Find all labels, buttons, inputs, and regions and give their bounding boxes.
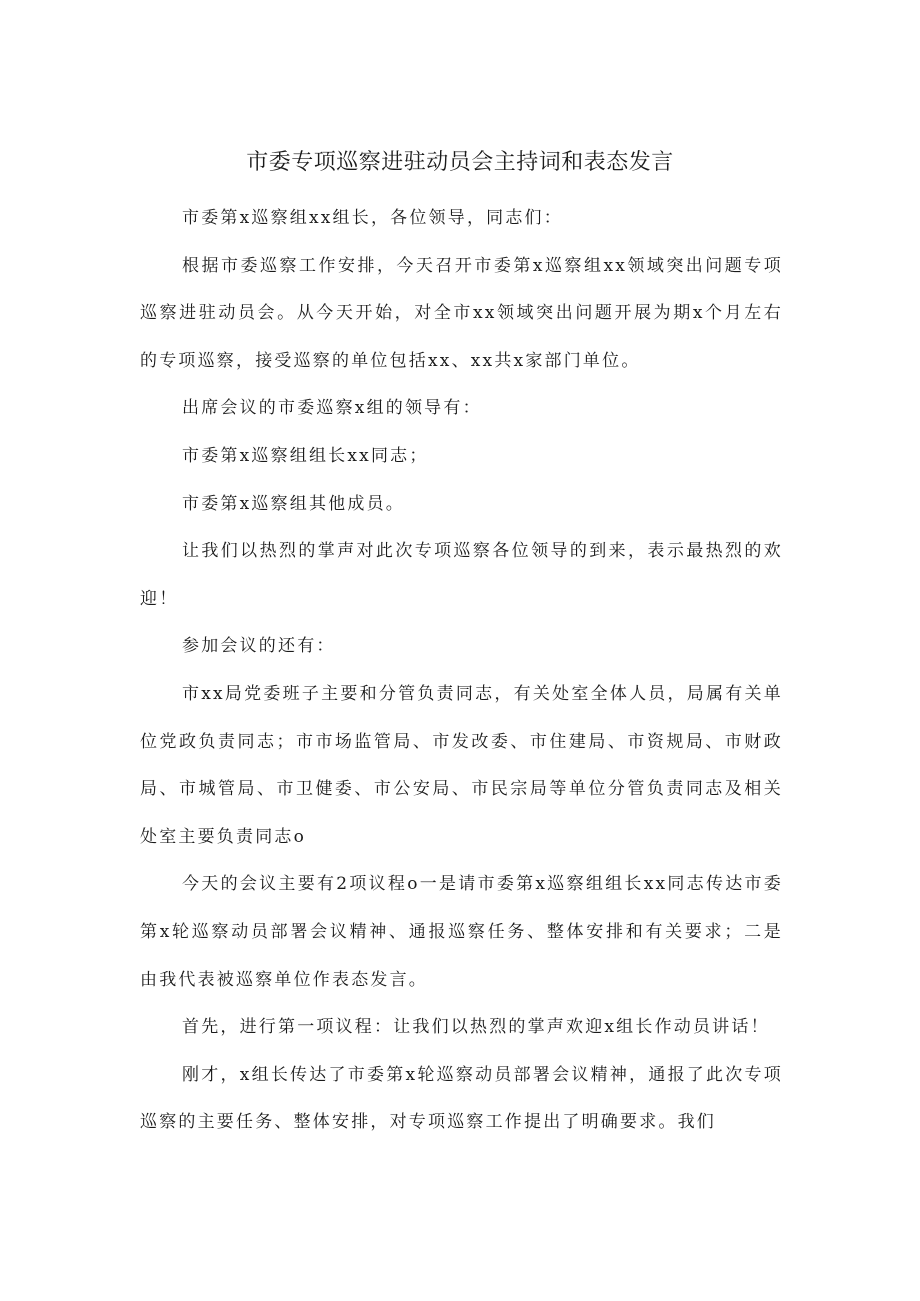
paragraph: 根据市委巡察工作安排，今天召开市委第x巡察组xx领域突出问题专项巡察进驻动员会。从今天开始，对全市xx领域突出问题开展为期x个月左右的专项巡察，接受巡察的单位包括xx、xx共x家部门单位。 (140, 255, 783, 371)
paragraph: 让我们以热烈的掌声对此次专项巡察各位领导的到来，表示最热烈的欢迎！ (140, 541, 783, 609)
paragraph: 出席会议的市委巡察x组的领导有： (182, 398, 482, 419)
paragraph: 市委第x巡察组组长xx同志； (182, 445, 429, 466)
paragraph: 今天的会议主要有2项议程o一是请市委第x巡察组组长xx同志传达市委第x轮巡察动员部署会议精神、通报巡察任务、整体安排和有关要求；二是由我代表被巡察单位作表态发言。 (140, 874, 783, 990)
paragraph: 首先，进行第一项议程：让我们以热烈的掌声欢迎x组长作动员讲话！ (182, 1017, 770, 1038)
paragraph: 市委第x巡察组xx组长，各位领导，同志们： (182, 208, 563, 228)
paragraph: 市xx局党委班子主要和分管负责同志，有关处室全体人员，局属有关单位党政负责同志；市市场监管局、市发改委、市住建局、市资规局、市财政局、市城管局、市卫健委、市公安局、市民宗局等单位分管负责同志及相关处室主要负责同志o (140, 683, 783, 847)
paragraph: 刚才，x组长传达了市委第x轮巡察动员部署会议精神，通报了此次专项巡察的主要任务、整体安排，对专项巡察工作提出了明确要求。我们 (140, 1064, 783, 1133)
paragraph: 市委第x巡察组其他成员。 (182, 493, 405, 514)
document-title: 市委专项巡察进驻动员会主持词和表态发言 (246, 150, 674, 175)
paragraph: 参加会议的还有： (182, 636, 336, 657)
document-body (140, 195, 783, 1147)
